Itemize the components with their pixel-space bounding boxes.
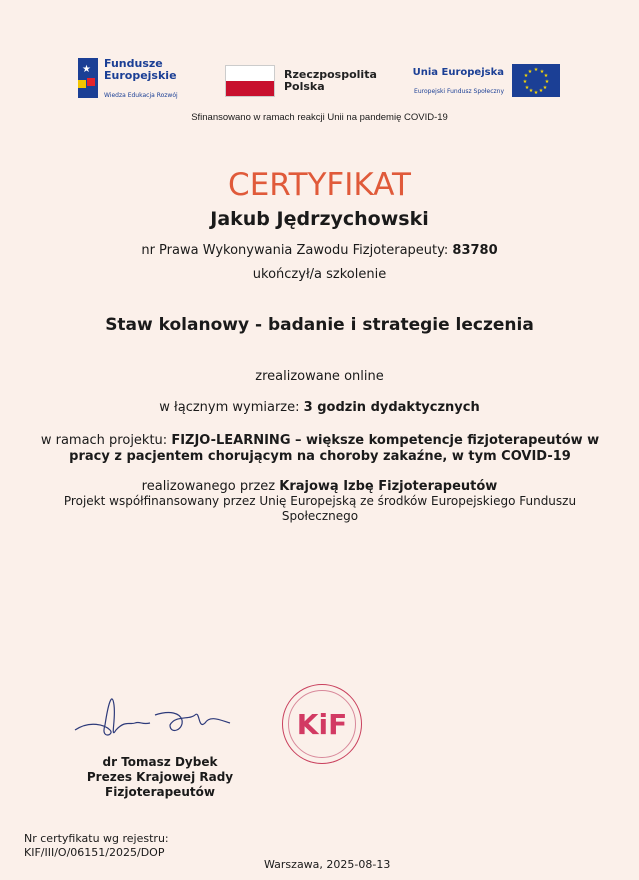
svg-text:★: ★ [533, 90, 539, 96]
signer-role-2: Fizjoterapeutów [105, 785, 215, 799]
signer-name: dr Tomasz Dybek [102, 755, 218, 769]
svg-text:★: ★ [523, 73, 529, 79]
license-number: 83780 [452, 243, 498, 258]
svg-text:★: ★ [527, 69, 533, 75]
rp-line1: Rzeczpospolita [284, 68, 377, 81]
svg-text:★: ★ [544, 79, 550, 85]
hours-line [0, 400, 639, 415]
svg-text:★: ★ [533, 67, 539, 73]
certificate-title: CERTYFIKAT [228, 167, 411, 203]
realized-by: Krajową Izbę Fizjoterapeutów [279, 479, 498, 494]
license-label: nr Prawa Wykonywania Zawodu Fizjoterapeuty: [141, 243, 449, 258]
hours-value: 3 godzin dydaktycznych [303, 400, 480, 415]
polish-flag-icon [225, 65, 275, 97]
svg-text:★: ★ [542, 85, 548, 91]
rp-line2: Polska [284, 80, 325, 93]
registry-label: Nr certyfikatu wg rejestru: [24, 832, 169, 845]
svg-text:★: ★ [538, 88, 544, 94]
signer-role-1: Prezes Krajowej Rady [86, 770, 234, 784]
completed-text: ukończył/a szkolenie [252, 267, 387, 282]
project-label: w ramach projektu: [40, 433, 168, 448]
funding-note: Sfinansowano w ramach reakcji Unii na pandemię COVID-19 [191, 112, 448, 123]
realized-label: realizowanego przez [141, 479, 276, 494]
fe-star-icon: ★ [78, 58, 98, 98]
cofinance-text: Projekt współfinansowany przez Unię Europejską ze środków Europejskiego Funduszu Społecznego [63, 494, 577, 523]
svg-text:★: ★ [522, 79, 528, 85]
course-title: Staw kolanowy - badanie i strategie leczenia [105, 315, 534, 335]
svg-text:★: ★ [543, 73, 549, 79]
hours-label: w łącznym wymiarze: [159, 400, 300, 415]
eu-flag-icon [512, 64, 560, 97]
ue-logo-text [404, 67, 504, 97]
svg-text:★: ★ [528, 88, 534, 94]
license-line [0, 243, 639, 258]
registry-number: KIF/III/O/06151/2025/DOP [24, 846, 165, 859]
ue-title: Unia Europejska [412, 67, 504, 78]
rp-logo-text [284, 69, 377, 93]
registry-block [24, 832, 169, 860]
svg-text:★: ★ [539, 69, 545, 75]
mode-text: zrealizowane online [255, 369, 384, 384]
svg-text:★: ★ [524, 85, 530, 91]
place-date: Warszawa, 2025-08-13 [264, 858, 391, 871]
signer-block [60, 755, 260, 800]
kif-stamp [282, 684, 362, 764]
stamp-text: KiF [296, 707, 348, 741]
fe-line1: Fundusze [104, 57, 163, 70]
recipient-name: Jakub Jędrzychowski [210, 208, 429, 230]
fe-line2: Europejskie [104, 69, 177, 82]
fe-sub: Wiedza Edukacja Rozwój [104, 92, 178, 99]
signature-image [70, 685, 240, 749]
ue-sub: Europejski Fundusz Społeczny [414, 88, 504, 95]
project-name: FIZJO-LEARNING – większe kompetencje fizjoterapeutów w pracy z pacjentem chorującym na choroby zakaźne, w tym COVID-19 [69, 433, 600, 464]
project-line [30, 433, 610, 465]
fundusze-europejskie-logo [78, 58, 178, 101]
realized-line [0, 479, 639, 494]
